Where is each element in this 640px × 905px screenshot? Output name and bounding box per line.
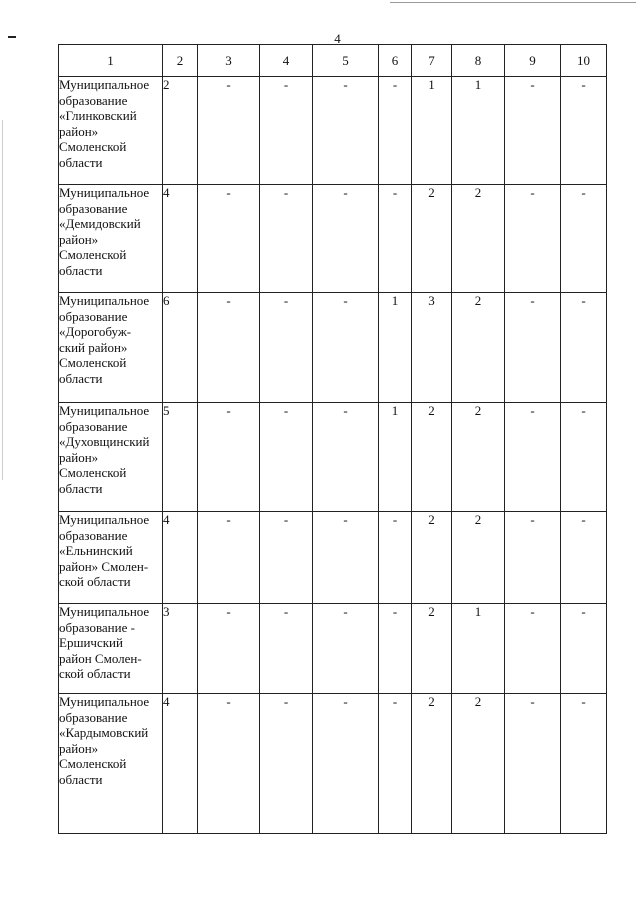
name-line: Муниципальное xyxy=(59,694,150,709)
value-cell: - xyxy=(198,512,260,604)
municipality-name-cell xyxy=(59,185,163,293)
name-line: «Дорогобуж- xyxy=(59,324,132,339)
scan-edge-line xyxy=(2,120,3,480)
name-line: образование - xyxy=(59,619,135,635)
table-body xyxy=(59,77,607,834)
value-cell: - xyxy=(379,604,412,694)
value-cell: 2 xyxy=(452,403,505,512)
value-cell: 5 xyxy=(163,403,198,512)
municipality-name-cell xyxy=(59,512,163,604)
name-line: образование xyxy=(59,200,128,216)
name-line: район» xyxy=(59,123,99,139)
value-cell: 1 xyxy=(379,293,412,403)
table-row xyxy=(59,185,607,293)
name-line: Ершичский xyxy=(59,635,123,650)
name-line: образование xyxy=(59,308,128,324)
value-cell: - xyxy=(505,185,561,293)
name-line: образование xyxy=(59,418,128,434)
name-line: ской области xyxy=(59,574,131,589)
name-line: «Кардымовский xyxy=(59,725,149,740)
value-cell: 2 xyxy=(412,604,452,694)
value-cell: 3 xyxy=(163,604,198,694)
value-cell: - xyxy=(505,403,561,512)
name-line: Смоленской xyxy=(59,139,127,154)
value-cell: - xyxy=(260,293,313,403)
municipality-name-cell xyxy=(59,403,163,512)
value-cell: - xyxy=(313,77,379,185)
value-cell: - xyxy=(379,77,412,185)
name-line: район» Смолен- xyxy=(59,558,149,574)
value-cell: - xyxy=(313,185,379,293)
header-cell: 5 xyxy=(313,45,379,77)
header-cell: 6 xyxy=(379,45,412,77)
value-cell: 2 xyxy=(452,512,505,604)
value-cell: - xyxy=(561,604,607,694)
name-line: Муниципальное xyxy=(59,77,150,92)
value-cell: - xyxy=(313,604,379,694)
header-cell: 8 xyxy=(452,45,505,77)
header-row xyxy=(59,45,607,77)
name-line: район» xyxy=(59,449,99,465)
name-line: области xyxy=(59,154,103,170)
scan-top-line xyxy=(390,2,636,3)
value-cell: - xyxy=(198,77,260,185)
value-cell: - xyxy=(260,512,313,604)
value-cell: 1 xyxy=(412,77,452,185)
municipality-name-cell xyxy=(59,604,163,694)
value-cell: - xyxy=(260,604,313,694)
value-cell: 1 xyxy=(452,77,505,185)
header-cell: 7 xyxy=(412,45,452,77)
name-line: Муниципальное xyxy=(59,293,150,308)
value-cell: 4 xyxy=(163,694,198,834)
value-cell: 2 xyxy=(412,403,452,512)
table-row xyxy=(59,403,607,512)
value-cell: - xyxy=(561,185,607,293)
name-line: «Демидовский xyxy=(59,216,141,231)
name-line: Муниципальное xyxy=(59,512,150,527)
value-cell: - xyxy=(561,77,607,185)
value-cell: - xyxy=(260,403,313,512)
name-line: Муниципальное xyxy=(59,403,150,418)
value-cell: - xyxy=(561,694,607,834)
data-table xyxy=(58,44,607,834)
name-line: Смоленской xyxy=(59,247,127,262)
value-cell: - xyxy=(260,694,313,834)
table-row xyxy=(59,694,607,834)
name-line: образование xyxy=(59,92,128,108)
name-line: ский район» xyxy=(59,339,128,355)
value-cell: - xyxy=(505,77,561,185)
table-row xyxy=(59,77,607,185)
header-cell: 9 xyxy=(505,45,561,77)
name-line: области xyxy=(59,480,103,496)
value-cell: - xyxy=(198,403,260,512)
table-row xyxy=(59,604,607,694)
value-cell: - xyxy=(505,604,561,694)
name-line: образование xyxy=(59,527,128,543)
name-line: район» xyxy=(59,231,99,247)
name-line: области xyxy=(59,370,103,386)
name-line: район» xyxy=(59,740,99,756)
value-cell: - xyxy=(505,512,561,604)
value-cell: 1 xyxy=(452,604,505,694)
value-cell: - xyxy=(505,694,561,834)
name-line: Смоленской xyxy=(59,465,127,480)
value-cell: - xyxy=(379,512,412,604)
value-cell: 2 xyxy=(163,77,198,185)
page-number: 4 xyxy=(334,31,341,46)
value-cell: - xyxy=(561,293,607,403)
header-cell: 10 xyxy=(561,45,607,77)
municipality-name-cell xyxy=(59,77,163,185)
header-cell: 2 xyxy=(163,45,198,77)
name-line: Муниципальное xyxy=(59,604,150,619)
value-cell: 1 xyxy=(379,403,412,512)
value-cell: - xyxy=(505,293,561,403)
value-cell: - xyxy=(260,77,313,185)
name-line: образование xyxy=(59,709,128,725)
value-cell: - xyxy=(198,185,260,293)
name-line: области xyxy=(59,262,103,278)
value-cell: - xyxy=(379,185,412,293)
value-cell: 2 xyxy=(452,694,505,834)
value-cell: 2 xyxy=(412,694,452,834)
value-cell: - xyxy=(313,694,379,834)
municipality-name-cell xyxy=(59,293,163,403)
value-cell: 2 xyxy=(412,185,452,293)
value-cell: - xyxy=(313,512,379,604)
table-row xyxy=(59,512,607,604)
name-line: район Смолен- xyxy=(59,650,142,666)
value-cell: 6 xyxy=(163,293,198,403)
name-line: «Духовщинский xyxy=(59,434,150,449)
value-cell: 4 xyxy=(163,185,198,293)
name-line: Муниципальное xyxy=(59,185,150,200)
name-line: «Ельнинский xyxy=(59,543,133,558)
municipality-name-cell xyxy=(59,694,163,834)
value-cell: 3 xyxy=(412,293,452,403)
value-cell: 2 xyxy=(452,293,505,403)
value-cell: - xyxy=(561,512,607,604)
value-cell: 2 xyxy=(412,512,452,604)
value-cell: - xyxy=(313,403,379,512)
value-cell: - xyxy=(379,694,412,834)
name-line: «Глинковский xyxy=(59,108,137,123)
name-line: области xyxy=(59,771,103,787)
value-cell: - xyxy=(198,293,260,403)
value-cell: - xyxy=(198,604,260,694)
value-cell: - xyxy=(313,293,379,403)
header-cell: 4 xyxy=(260,45,313,77)
value-cell: 4 xyxy=(163,512,198,604)
value-cell: - xyxy=(198,694,260,834)
value-cell: 2 xyxy=(452,185,505,293)
header-cell: 1 xyxy=(59,45,163,77)
name-line: Смоленской xyxy=(59,756,127,771)
value-cell: - xyxy=(561,403,607,512)
name-line: Смоленской xyxy=(59,355,127,370)
value-cell: - xyxy=(260,185,313,293)
table-row xyxy=(59,293,607,403)
header-cell: 3 xyxy=(198,45,260,77)
scan-mark xyxy=(8,36,16,38)
name-line: ской области xyxy=(59,666,131,681)
